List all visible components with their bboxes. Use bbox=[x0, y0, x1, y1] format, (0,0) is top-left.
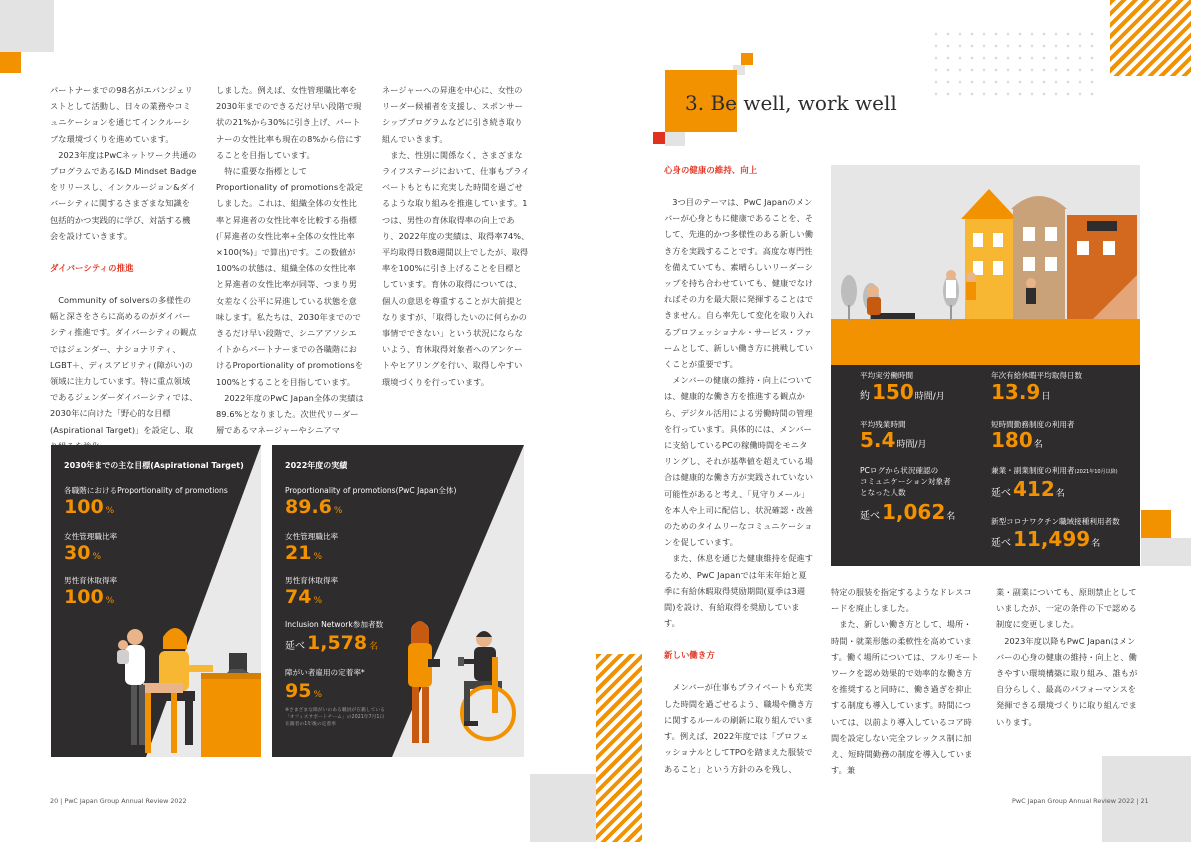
paragraph: 特定の服装を指定するようなドレスコードを廃止しました。 bbox=[831, 587, 972, 614]
stat-value: 延べ 412名 bbox=[991, 477, 1065, 501]
paragraph: 2022年度のPwC Japan全体の実績は89.6%となりました。次世代リーダー層であるマネージャーやシニアマ bbox=[216, 392, 364, 436]
footer-right: PwC Japan Group Annual Review 2022 | 21 bbox=[1012, 797, 1149, 805]
deco-hatch-bottom-center bbox=[596, 654, 642, 842]
paragraph: また、新しい働き方として、場所・時間・就業形態の柔軟性を高めています。働く場所については、フルリモートワークを認め効果的で効率的な働き方を推奨すると同時に、働き過ぎを抑止する制度も導入しています。時間については、以前より導入しているコア時間を設定しない完全フレックス制に加え、短時間勤務の制度を導入しています。兼 bbox=[831, 619, 979, 776]
stat-label: 平均実労働時間 bbox=[860, 371, 914, 380]
stat-label: 短時間勤務制度の利用者 bbox=[991, 420, 1075, 429]
stat-label: Inclusion Network参加者数 bbox=[285, 620, 384, 629]
deco-orange-square-right bbox=[1141, 510, 1171, 538]
paragraph: メンバーが仕事もプライベートも充実した時間を過ごせるよう、職場や働き方に関するルールの刷新に取り組んでいます。例えば、2022年度では「プロフェッショナルとしてTPOを踏まえた服装であること」という方針のみを残し、 bbox=[664, 682, 814, 774]
panel-title: 2030年までの主な目標(Aspirational Target) bbox=[64, 461, 244, 470]
stat-label: 新型コロナワクチン職域接種利用者数 bbox=[991, 517, 1120, 526]
title-deco-small-orange bbox=[741, 53, 753, 65]
section-heading-new-ways: 新しい働き方 bbox=[664, 650, 715, 661]
footer-left: 20 | PwC Japan Group Annual Review 2022 bbox=[50, 797, 187, 805]
title-deco-red-square bbox=[653, 132, 665, 144]
stat-value: 延べ 1,578 名 bbox=[285, 632, 379, 654]
deco-gray-block-bottom-center bbox=[530, 774, 596, 842]
paragraph: 2023年度はPwCネットワーク共通のプログラムであるI&D Mindset Badgeをリリースし、インクルージョン&ダイバーシティに関するさまざまな知識を包括的かつ実践的に学び、対話する機会を設けていきます。 bbox=[50, 149, 197, 241]
paragraph: メンバーの健康の維持・向上については、健康的な働き方を推進する観点から、デジタル活用による労働時間の管理を行っています。具体的には、メンバーに支給しているPCの稼働時間をモニタリングし、それが基準値を超えている場合は健康的な働き方が実践されていない可能性があると考え、「見守りメール」を本人や上司に配信し、状況確認・改善のためのタイムリーなコミュニケーションを促しています。 bbox=[664, 375, 814, 548]
right-column-1 bbox=[664, 162, 814, 777]
aspirational-target-panel bbox=[51, 445, 261, 757]
stat-label: 女性管理職比率 bbox=[285, 532, 339, 541]
stat-label: 年次有給休暇平均取得日数 bbox=[991, 371, 1083, 380]
deco-orange-square-top-left bbox=[0, 52, 21, 73]
deco-dots-top-right bbox=[930, 28, 1100, 98]
stat-label: 男性育休取得率 bbox=[285, 576, 339, 585]
stat-label: 平均残業時間 bbox=[860, 420, 906, 429]
stat-label: PCログから状況確認の コミュニケーション対象者 となった人数 bbox=[860, 466, 951, 497]
stat-value: 約 150時間/月 bbox=[860, 380, 945, 404]
section-heading-diversity: ダイバーシティの推進 bbox=[50, 263, 134, 274]
illustration-town-people bbox=[831, 165, 1140, 365]
section-title: 3. Be well, work well bbox=[685, 91, 897, 115]
stat-value: 180名 bbox=[991, 428, 1043, 452]
stat-value: 100 % bbox=[64, 496, 115, 518]
paragraph: ネージャーへの昇進を中心に、女性のリーダー候補者を支援し、スポンサーシッププログラムなどに引き続き取り組んでいきます。 bbox=[382, 85, 523, 144]
deco-gray-right bbox=[1141, 538, 1191, 566]
paragraph: 業・副業についても、原則禁止としていましたが、一定の条件の下で認める制度に変更しました。 bbox=[996, 587, 1137, 630]
stat-value: 95 % bbox=[285, 680, 323, 702]
stat-value: 100 % bbox=[64, 586, 115, 608]
stat-value: 74 % bbox=[285, 586, 323, 608]
stat-label: 男性育休取得率 bbox=[64, 576, 118, 585]
stat-value: 21 % bbox=[285, 542, 323, 564]
wellbeing-stats-panel bbox=[831, 365, 1140, 566]
paragraph: しました。例えば、女性管理職比率を2030年までのできるだけ早い段階で現状の21%から30%に引き上げ、パートナーの女性比率も現在の8%から倍にすることを目指しています。 bbox=[216, 85, 362, 160]
right-column-3 bbox=[996, 584, 1142, 730]
paragraph: 特に重要な指標としてProportionality of promotionsを設定しました。これは、組織全体の女性比率と昇進者の女性比率を比較する指標(「昇進者の女性比率÷全体の女性比率×100(%)」で算出)です。この数値が100%の状態は、組織全体の女性比率と昇進者の女性比率が同等、つまり男女差なく公平に昇進している状態を意味します。私たちは、2030年までのできるだけ早い段階で、シニアアソシエイトからパートナーまでの各職階におけるProportionality of promotionsを100%とすることを目指しています。 bbox=[216, 166, 364, 387]
stat-label: 各職階におけるProportionality of promotions bbox=[64, 486, 228, 495]
footnote: ※さまざまな障がいのある職員が在籍している「オフィスサポートチーム」の2021年7月1日在籍者の1年後の定着率 bbox=[285, 708, 385, 727]
fy2022-results-panel bbox=[272, 445, 524, 757]
left-column-1 bbox=[50, 82, 198, 454]
deco-hatch-top-right bbox=[1110, 0, 1191, 76]
panel-title: 2022年度の実績 bbox=[285, 461, 348, 470]
stat-value: 13.9日 bbox=[991, 380, 1051, 404]
paragraph: 2023年度以降もPwC Japanはメンバーの心身の健康の維持・向上と、働きやすい環境構築に取り組み、誰もが自分らしく、最高のパフォーマンスを発揮できる環境づくりに取り組んでまいります。 bbox=[996, 635, 1138, 727]
stat-value: 延べ 11,499名 bbox=[991, 527, 1101, 551]
title-deco-gray-square bbox=[665, 132, 685, 146]
stat-value: 延べ 1,062名 bbox=[860, 500, 956, 524]
paragraph: また、休息を通じた健康維持を促進するため、PwC Japanでは年末年始と夏季に有給休暇取得奨励期間(夏季は3週間)を設け、有給取得を奨励しています。 bbox=[664, 553, 814, 629]
paragraph: 3つ目のテーマは、PwC Japanのメンバーが心身ともに健康であることを、そして、先進的かつ多様性のある新しい働き方を実践することです。高度な専門性を備えていても、素晴らしいリーダーシップを持ち合わせていても、健康でなければその力を最大限に発揮することはできません。自ら率先して変化を取り入れるプロフェッショナル・サービス・ファームとして、新しい働き方に挑戦していくことが重要です。 bbox=[664, 197, 814, 370]
paragraph: パートナーまでの98名がエバンジェリストとして活動し、日々の業務やコミュニケーションを通じてインクルーシブな環境づくりを進めています。 bbox=[50, 85, 193, 144]
stat-label: 兼業・副業制度の利用者(2021年10月以降) bbox=[991, 466, 1118, 475]
paragraph: Community of solversの多様性の幅と深さをさらに高めるのがダイバーシティ推進です。ダイバーシティの観点ではジェンダー、ナショナリティ、LGBT＋、ディスアビリティ(障がい)の領域に注力しています。特に重点領域であるジェンダーダイバーシティでは、2030年に向けた「野心的な目標(Aspirational Target)」を設定し、取 bbox=[50, 295, 198, 435]
left-column-3 bbox=[382, 82, 530, 390]
stat-value: 89.6 % bbox=[285, 496, 343, 518]
left-column-2 bbox=[216, 82, 364, 438]
deco-gray-block-top-left bbox=[0, 0, 54, 52]
stat-label: 女性管理職比率 bbox=[64, 532, 118, 541]
stat-label: 障がい者雇用の定着率* bbox=[285, 668, 365, 677]
section-heading-wellbeing: 心身の健康の維持、向上 bbox=[664, 165, 758, 175]
stat-value: 30 % bbox=[64, 542, 102, 564]
illustration-woman-working-with-child bbox=[51, 617, 261, 757]
paragraph: また、性別に関係なく、さまざまなライフステージにおいて、仕事もプライベートもともに充実した時間を過ごせるような取り組みを推進しています。1つは、男性の育休取得率の向上であり、2022年度の実績は、取得率74%、平均取得日数8週間以上でしたが、取得率を100%に引き上げることを目標としています。育休の取得については、個人の意思を尊重することが大前提となりますが、「取得したいのに何らかの事情でできない」という状況にならないよう、育休取得対象者へのアンケートやヒアリングを行い、取得しやすい環境づくりを行っています。 bbox=[382, 149, 530, 387]
stat-label: Proportionality of promotions(PwC Japan全体) bbox=[285, 486, 457, 495]
right-column-2 bbox=[831, 584, 979, 778]
illustration-colleagues-wheelchair bbox=[392, 617, 524, 757]
stat-value: 5.4時間/月 bbox=[860, 428, 927, 452]
